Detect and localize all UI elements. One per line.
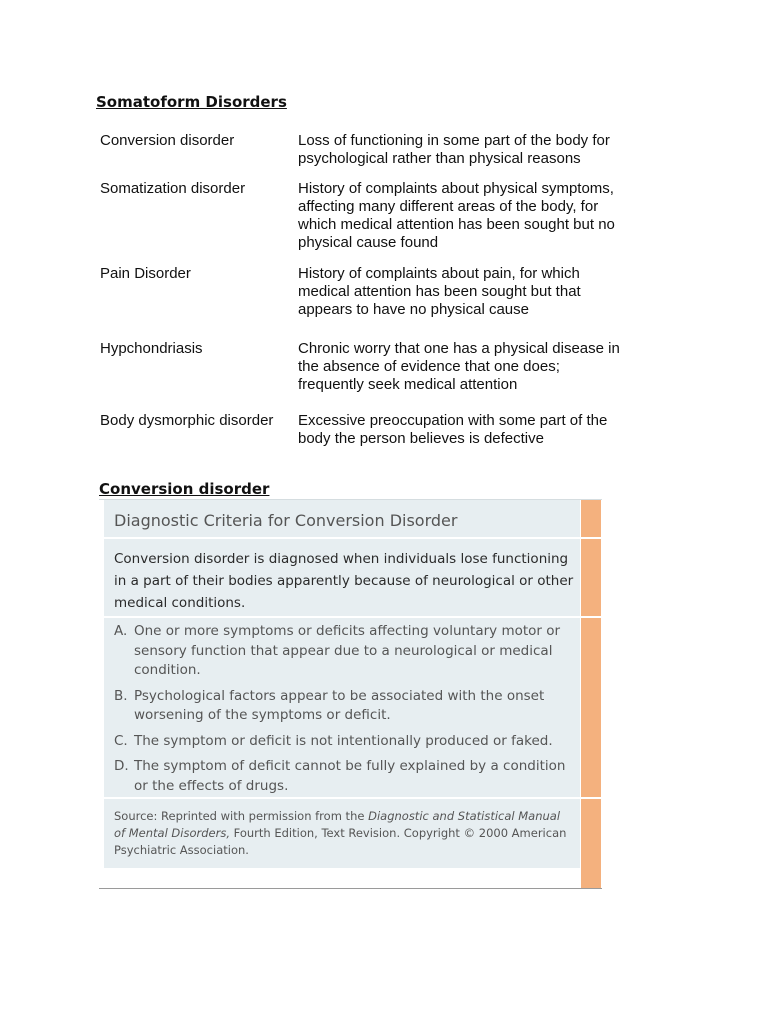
definition-term: Somatization disorder [100,180,246,197]
definition-description: Loss of functioning in some part of the body for psychological rather than physical reasons [298,132,610,167]
criterion-letter: C. [114,732,128,749]
definition-term: Pain Disorder [100,265,191,282]
definition-term: Conversion disorder [100,132,235,149]
criteria-box-title: Diagnostic Criteria for Conversion Disorder [114,511,458,530]
criterion-text: Psychological factors appear to be associated with the onset worsening of the symptoms or deficit. [134,687,545,723]
section-heading-somatoform: Somatoform Disorders [96,93,287,111]
definition-description: Excessive preoccupation with some part of the body the person believes is defective [298,412,608,447]
box-divider [104,616,601,618]
criterion-text: The symptom of deficit cannot be fully explained by a condition or the effects of drugs. [134,758,566,794]
source-title: Diagnostic and Statistical Manual of Mental Disorders, [114,809,561,840]
criterion-text: The symptom or deficit is not intentionally produced or faked. [134,732,553,749]
criteria-list [114,622,574,802]
criterion-text: One or more symptoms or deficits affecting voluntary motor or sensory function that appear due to a neurological or medical condition. [134,623,561,678]
definition-term: Body dysmorphic disorder [100,412,274,429]
criterion-item [114,687,574,726]
section-heading-conversion: Conversion disorder [99,480,270,498]
definition-description: History of complaints about physical symptoms, affecting many different areas of the body, for which medical attention has been sought but no physical cause found [298,180,615,251]
definition-description: Chronic worry that one has a physical disease in the absence of evidence that one does; frequently seek medical attention [298,340,620,393]
criterion-item [114,757,574,796]
source-prefix: Source: Reprinted with permission from the [114,809,369,823]
box-bottom-rule [99,888,602,889]
box-divider [104,537,601,539]
criteria-source-note [114,808,574,859]
definition-term: Hypchondriasis [100,340,203,357]
criterion-letter: D. [114,758,129,774]
criteria-box-intro: Conversion disorder is diagnosed when individuals lose functioning in a part of their bodies apparently because of neurological or other medical conditions. [114,551,574,611]
source-suffix: Fourth Edition, Text Revision. Copyright © 2000 American Psychiatric Association. [114,826,567,857]
criterion-item [114,622,574,681]
criterion-letter: B. [114,687,128,704]
criterion-letter: A. [114,623,128,639]
definition-description: History of complaints about pain, for which medical attention has been sought but that appears to have no physical cause [298,265,581,318]
criteria-accent-bar [581,500,601,888]
criterion-item [114,732,574,752]
